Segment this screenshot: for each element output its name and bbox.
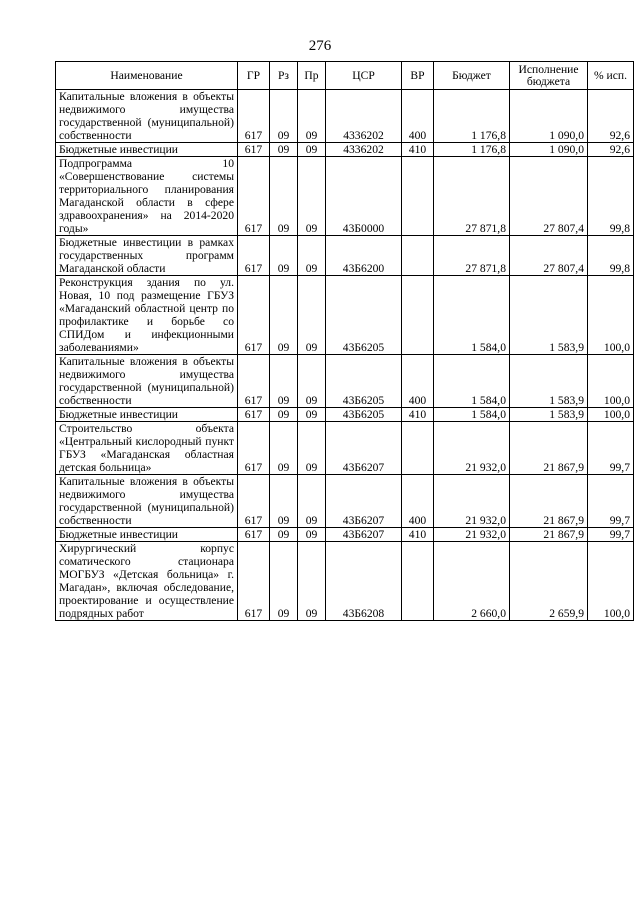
cell-name: Строительство объекта «Центральный кислородный пункт ГБУЗ «Магаданская областная детская больница»: [56, 422, 238, 475]
table-row: [56, 528, 634, 542]
cell-csr: 43Б6207: [326, 475, 402, 528]
cell-rz: 09: [270, 236, 298, 276]
table-body: [56, 90, 634, 621]
cell-execution: 1 583,9: [510, 408, 588, 422]
cell-csr: 4336202: [326, 143, 402, 157]
cell-percent: 99,7: [588, 422, 634, 475]
cell-budget: 1 176,8: [434, 90, 510, 143]
table-row: [56, 143, 634, 157]
cell-gr: 617: [238, 355, 270, 408]
cell-rz: 09: [270, 276, 298, 355]
table-row: [56, 355, 634, 408]
cell-gr: 617: [238, 422, 270, 475]
cell-rz: 09: [270, 408, 298, 422]
cell-budget: 21 932,0: [434, 528, 510, 542]
table-row: [56, 475, 634, 528]
cell-budget: 21 932,0: [434, 475, 510, 528]
cell-rz: 09: [270, 355, 298, 408]
cell-name: Бюджетные инвестиции в рамках государственных программ Магаданской области: [56, 236, 238, 276]
cell-vr: [402, 422, 434, 475]
cell-percent: 99,7: [588, 475, 634, 528]
cell-execution: 21 867,9: [510, 528, 588, 542]
cell-rz: 09: [270, 528, 298, 542]
cell-execution: 21 867,9: [510, 475, 588, 528]
cell-rz: 09: [270, 157, 298, 236]
cell-execution: 1 583,9: [510, 276, 588, 355]
cell-percent: 99,8: [588, 157, 634, 236]
cell-gr: 617: [238, 528, 270, 542]
cell-execution: 27 807,4: [510, 157, 588, 236]
cell-csr: 4336202: [326, 90, 402, 143]
cell-rz: 09: [270, 90, 298, 143]
cell-pr: 09: [298, 408, 326, 422]
cell-pr: 09: [298, 236, 326, 276]
cell-csr: 43Б6208: [326, 542, 402, 621]
cell-vr: [402, 276, 434, 355]
cell-gr: 617: [238, 157, 270, 236]
cell-vr: [402, 236, 434, 276]
cell-csr: 43Б0000: [326, 157, 402, 236]
cell-csr: 43Б6200: [326, 236, 402, 276]
cell-budget: 1 176,8: [434, 143, 510, 157]
cell-gr: 617: [238, 276, 270, 355]
cell-vr: 410: [402, 528, 434, 542]
header-execution: Исполнение бюджета: [510, 62, 588, 90]
cell-rz: 09: [270, 422, 298, 475]
cell-percent: 100,0: [588, 408, 634, 422]
cell-pr: 09: [298, 355, 326, 408]
cell-gr: 617: [238, 143, 270, 157]
table-header-row: [56, 62, 634, 90]
table-row: [56, 422, 634, 475]
cell-execution: 2 659,9: [510, 542, 588, 621]
cell-name: Хирургический корпус соматического стационара МОГБУЗ «Детская больница» г. Магадан», включая обследование, проектирование и осуществление подрядных работ: [56, 542, 238, 621]
cell-name: Бюджетные инвестиции: [56, 143, 238, 157]
cell-budget: 21 932,0: [434, 422, 510, 475]
cell-pr: 09: [298, 542, 326, 621]
header-budget: Бюджет: [434, 62, 510, 90]
cell-rz: 09: [270, 143, 298, 157]
header-name: Наименование: [56, 62, 238, 90]
cell-rz: 09: [270, 542, 298, 621]
cell-budget: 2 660,0: [434, 542, 510, 621]
cell-csr: 43Б6205: [326, 408, 402, 422]
cell-csr: 43Б6205: [326, 276, 402, 355]
cell-pr: 09: [298, 157, 326, 236]
cell-name: Бюджетные инвестиции: [56, 408, 238, 422]
cell-gr: 617: [238, 236, 270, 276]
cell-name: Реконструкция здания по ул. Новая, 10 под размещение ГБУЗ «Магаданский областной центр по профилактике и борьбе со СПИДом и инфекционными заболеваниями»: [56, 276, 238, 355]
cell-budget: 1 584,0: [434, 408, 510, 422]
table-row: [56, 542, 634, 621]
cell-vr: 400: [402, 90, 434, 143]
cell-execution: 1 090,0: [510, 143, 588, 157]
cell-percent: 92,6: [588, 143, 634, 157]
cell-csr: 43Б6207: [326, 422, 402, 475]
cell-vr: 400: [402, 355, 434, 408]
header-csr: ЦСР: [326, 62, 402, 90]
header-pr: Пр: [298, 62, 326, 90]
cell-budget: 1 584,0: [434, 276, 510, 355]
page-number: 276: [308, 38, 332, 54]
cell-execution: 27 807,4: [510, 236, 588, 276]
cell-vr: [402, 157, 434, 236]
cell-percent: 100,0: [588, 542, 634, 621]
cell-percent: 92,6: [588, 90, 634, 143]
header-percent: % исп.: [588, 62, 634, 90]
cell-execution: 1 090,0: [510, 90, 588, 143]
cell-name: Капитальные вложения в объекты недвижимого имущества государственной (муниципальной) собственности: [56, 355, 238, 408]
cell-gr: 617: [238, 475, 270, 528]
cell-percent: 100,0: [588, 276, 634, 355]
cell-vr: 400: [402, 475, 434, 528]
cell-percent: 99,7: [588, 528, 634, 542]
cell-pr: 09: [298, 422, 326, 475]
cell-gr: 617: [238, 542, 270, 621]
cell-pr: 09: [298, 90, 326, 143]
cell-name: Капитальные вложения в объекты недвижимого имущества государственной (муниципальной) собственности: [56, 475, 238, 528]
cell-budget: 1 584,0: [434, 355, 510, 408]
header-vr: ВР: [402, 62, 434, 90]
cell-csr: 43Б6207: [326, 528, 402, 542]
table-row: [56, 276, 634, 355]
cell-vr: [402, 542, 434, 621]
cell-percent: 99,8: [588, 236, 634, 276]
cell-name: Подпрограмма 10 «Совершенствование системы территориального планирования Магаданской области в сфере здравоохранения» на 2014-2020 годы»: [56, 157, 238, 236]
header-gr: ГР: [238, 62, 270, 90]
table-row: [56, 408, 634, 422]
cell-vr: 410: [402, 408, 434, 422]
cell-vr: 410: [402, 143, 434, 157]
cell-percent: 100,0: [588, 355, 634, 408]
cell-name: Капитальные вложения в объекты недвижимого имущества государственной (муниципальной) собственности: [56, 90, 238, 143]
cell-pr: 09: [298, 528, 326, 542]
budget-table: [55, 61, 634, 621]
cell-execution: 1 583,9: [510, 355, 588, 408]
cell-gr: 617: [238, 408, 270, 422]
table-row: [56, 157, 634, 236]
cell-pr: 09: [298, 475, 326, 528]
cell-budget: 27 871,8: [434, 236, 510, 276]
table-row: [56, 90, 634, 143]
cell-pr: 09: [298, 143, 326, 157]
cell-pr: 09: [298, 276, 326, 355]
table-row: [56, 236, 634, 276]
cell-gr: 617: [238, 90, 270, 143]
cell-rz: 09: [270, 475, 298, 528]
cell-name: Бюджетные инвестиции: [56, 528, 238, 542]
cell-budget: 27 871,8: [434, 157, 510, 236]
cell-csr: 43Б6205: [326, 355, 402, 408]
header-rz: Рз: [270, 62, 298, 90]
cell-execution: 21 867,9: [510, 422, 588, 475]
